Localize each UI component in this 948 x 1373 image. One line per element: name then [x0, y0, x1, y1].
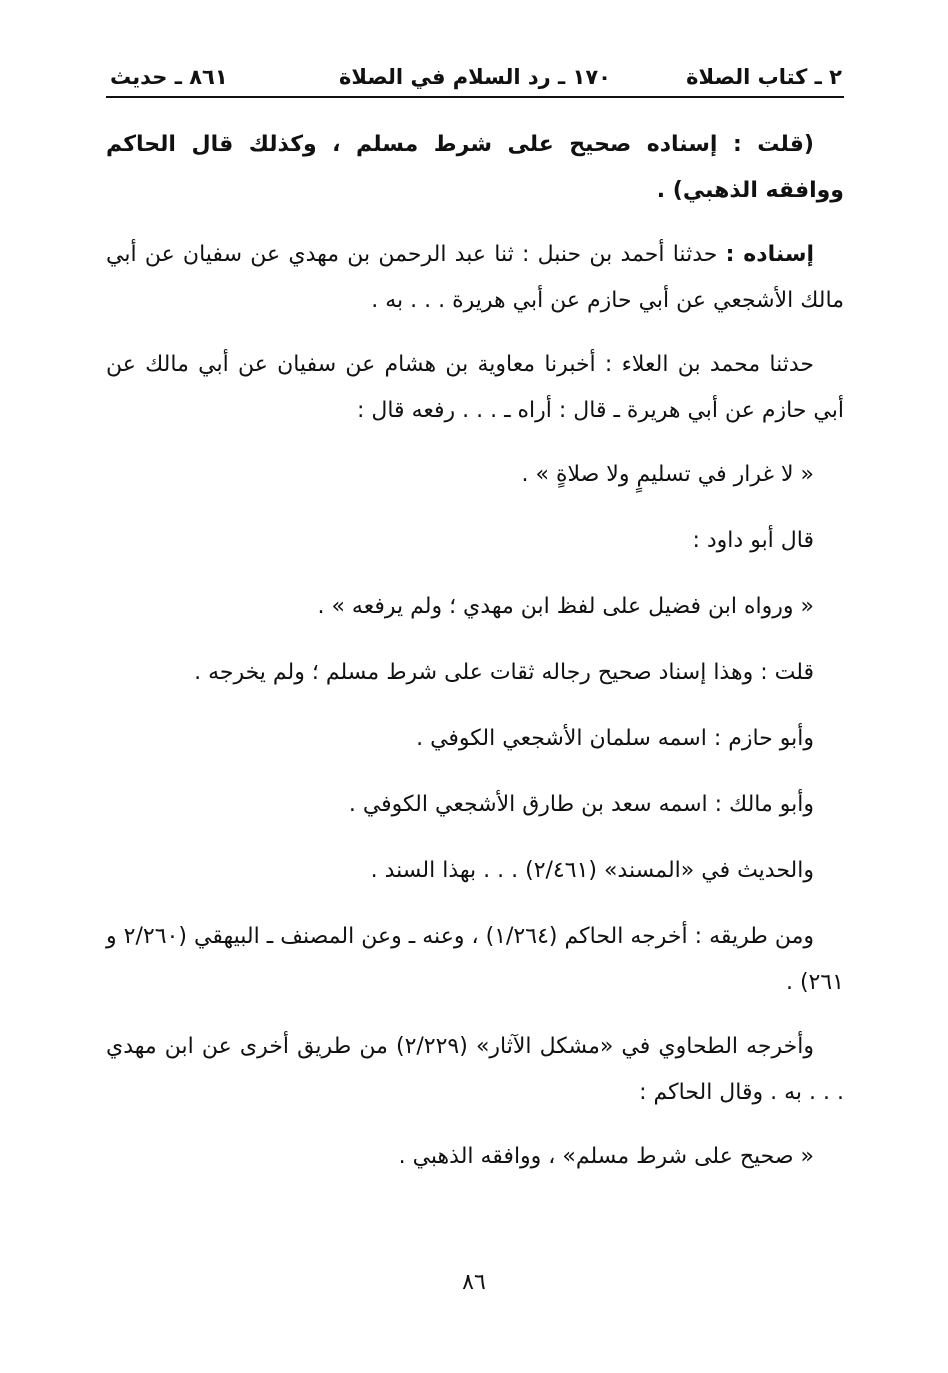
header-divider [106, 96, 844, 98]
paragraph-hakim-bayhaqi: ومن طريقه : أخرجه الحاكم (١/٢٦٤) ، وعنه ـ وعن المصنف ـ البيهقي (٢/٢٦٠ و ٢٦١) . [106, 924, 844, 995]
paragraph-hadith-chain: حدثنا محمد بن العلاء : أخبرنا معاوية بن هشام عن سفيان عن أبي مالك عن أبي حازم عن أبي هريرة ـ قال : أراه ـ . . . رفعه قال : [106, 352, 844, 423]
header-chapter-title: ١٧٠ ـ رد السلام في الصلاة [339, 65, 611, 89]
page-number: ٨٦ [462, 1270, 486, 1295]
paragraph-abu-hazim: وأبو حازم : اسمه سلمان الأشجعي الكوفي . [416, 726, 814, 751]
header-book-title: ٢ ـ كتاب الصلاة [686, 65, 842, 89]
paragraph-verdict: (قلت : إسناده صحيح على شرط مسلم ، وكذلك قال الحاكم ووافقه الذهبي) . [106, 132, 844, 203]
running-header [106, 52, 844, 96]
header-hadith-number: ٨٦١ ـ حديث [110, 65, 228, 89]
main-text [106, 122, 844, 1180]
abu-dawud-quote: « ورواه ابن فضيل على لفظ ابن مهدي ؛ ولم يرفعه » . [317, 594, 814, 619]
hakim-quote: « صحيح على شرط مسلم» ، ووافقه الذهبي . [398, 1144, 814, 1169]
isnad-label: إسناده : [725, 242, 814, 267]
paragraph-isnad [106, 232, 844, 324]
paragraph-tahawi: وأخرجه الطحاوي في «مشكل الآثار» (٢/٢٢٩) من طريق أخرى عن ابن مهدي . . . به . وقال الحاكم : [106, 1034, 844, 1105]
abu-dawud-said: قال أبو داود : [692, 528, 814, 553]
paragraph-author-note: قلت : وهذا إسناد صحيح رجاله ثقات على شرط مسلم ؛ ولم يخرجه . [194, 660, 814, 685]
hadith-quote: « لا غرار في تسليمٍ ولا صلاةٍ » . [521, 462, 814, 487]
paragraph-musnad: والحديث في «المسند» (٢/٤٦١) . . . بهذا السند . [370, 858, 814, 883]
paragraph-abu-malik: وأبو مالك : اسمه سعد بن طارق الأشجعي الكوفي . [348, 792, 814, 817]
isnad-text: حدثنا أحمد بن حنبل : ثنا عبد الرحمن بن مهدي عن سفيان عن أبي مالك الأشجعي عن أبي حازم عن أبي هريرة . . . به . [106, 242, 844, 313]
